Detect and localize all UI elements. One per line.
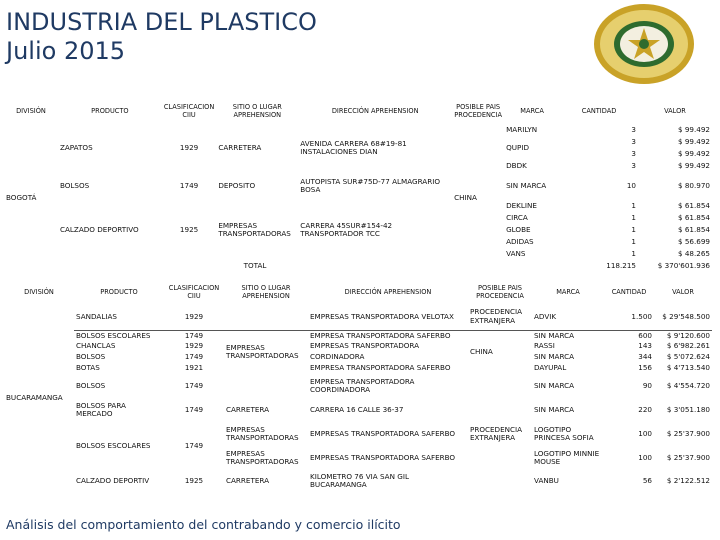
quantity-cell: 156 xyxy=(638,363,652,373)
quantity-cell: 1 xyxy=(631,236,636,246)
address-cell: AVENIDA CARRERA 68#19-81 INSTALACIONES DIAN xyxy=(300,138,407,156)
police-seal-emblem xyxy=(592,2,696,86)
brand-cell: SIN MARCA xyxy=(534,380,575,390)
table-row xyxy=(4,200,712,212)
ciiu-cell: 1749 xyxy=(179,180,199,190)
quantity-cell: 344 xyxy=(638,352,652,362)
product-cell: BOLSOS PARA MERCADO xyxy=(76,400,126,418)
table-row xyxy=(4,304,712,330)
brand-cell: SIN MARCA xyxy=(506,180,547,190)
value-cell: $ 80.970 xyxy=(677,180,710,190)
brand-cell: LOGOTIPO MINNIE MOUSE xyxy=(534,448,600,466)
ciiu-cell: 1929 xyxy=(184,311,204,321)
value-cell: $ 2'122.512 xyxy=(666,475,710,485)
address-cell: EMPRESA TRANSPORTADORA SAFERBO xyxy=(310,330,451,340)
quantity-cell: 3 xyxy=(631,136,636,146)
address-cell: EMPRESA TRANSPORTADORA COORDINADORA xyxy=(310,376,415,394)
quantity-cell: 3 xyxy=(631,148,636,158)
ciiu-cell: 1929 xyxy=(184,341,204,351)
table-row xyxy=(4,374,712,398)
value-cell: $ 99.492 xyxy=(677,136,710,146)
value-cell: $ 99.492 xyxy=(677,148,710,158)
address-cell: CARRERA 16 CALLE 36-37 xyxy=(310,404,404,414)
col-header-pais: POSIBLE PAIS PROCEDENCIA xyxy=(476,284,524,300)
brand-cell: SIN MARCA xyxy=(534,404,575,414)
value-cell: $ 3'051.180 xyxy=(666,404,710,414)
title-line-1: INDUSTRIA DEL PLASTICO xyxy=(6,8,317,36)
quantity-cell: 100 xyxy=(638,428,652,438)
division-cell: BUCARAMANGA xyxy=(6,392,63,402)
product-cell: ZAPATOS xyxy=(59,142,93,152)
ciiu-cell: 1749 xyxy=(184,440,204,450)
value-cell: $ 6'982.261 xyxy=(666,341,710,351)
value-cell: $ 25'37.900 xyxy=(666,452,710,462)
site-cell: EMPRESAS TRANSPORTADORAS xyxy=(226,448,299,466)
value-cell: $ 48.265 xyxy=(677,248,710,258)
quantity-cell: 10 xyxy=(626,180,636,190)
quantity-cell: 1 xyxy=(631,248,636,258)
ciiu-cell: 1749 xyxy=(184,404,204,414)
address-cell: EMPRESA TRANSPORTADORA SAFERBO xyxy=(310,363,451,373)
col-header-division: DIVISIÓN xyxy=(24,288,54,297)
brand-cell: SIN MARCA xyxy=(534,330,575,340)
value-cell: $ 99.492 xyxy=(677,124,710,134)
col-header-cantidad: CANTIDAD xyxy=(611,288,647,297)
brand-cell: ADIDAS xyxy=(506,236,534,246)
col-header-marca: MARCA xyxy=(520,107,544,116)
brand-cell: VANBU xyxy=(534,475,559,485)
quantity-cell: 1.500 xyxy=(631,311,652,321)
site-cell: EMPRESAS TRANSPORTADORAS xyxy=(218,220,291,238)
table-row xyxy=(4,341,712,352)
ciiu-cell: 1925 xyxy=(179,224,199,234)
ciiu-cell: 1749 xyxy=(184,330,204,340)
col-header-ciiu: CLASIFICACION CIIU xyxy=(163,103,215,119)
brand-cell: DEKLINE xyxy=(506,200,537,210)
col-header-sitio: SITIO O LUGAR APREHENSION xyxy=(241,284,291,300)
total-value: $ 370'601.936 xyxy=(657,260,710,270)
product-cell: CHANCLAS xyxy=(76,341,116,351)
address-cell: EMPRESAS TRANSPORTADORA SAFERBO xyxy=(310,452,456,462)
page-title xyxy=(6,8,317,66)
table-row xyxy=(4,330,712,341)
product-cell: BOTAS xyxy=(76,363,100,373)
col-header-valor: VALOR xyxy=(672,288,694,297)
col-header-producto: PRODUCTO xyxy=(91,107,129,116)
quantity-cell: 3 xyxy=(631,124,636,134)
table-row xyxy=(4,172,712,200)
address-cell: AUTOPISTA SUR#75D-77 ALMAGRARIO BOSA xyxy=(300,176,440,194)
site-cell: DEPOSITO xyxy=(218,180,256,190)
quantity-cell: 56 xyxy=(642,475,652,485)
col-header-direccion: DIRECCIÓN APREHENSION xyxy=(331,107,419,116)
value-cell: $ 29'548.500 xyxy=(662,311,710,321)
col-header-direccion: DIRECCIÓN APREHENSION xyxy=(344,288,432,297)
brand-cell: RASSI xyxy=(534,341,555,351)
product-cell: BOLSOS ESCOLARES xyxy=(76,440,151,450)
address-cell: CORDINADORA xyxy=(310,352,365,362)
table-row xyxy=(4,470,712,492)
quantity-cell: 90 xyxy=(642,380,652,390)
col-header-ciiu: CLASIFICACION CIIU xyxy=(168,284,220,300)
brand-cell: VANS xyxy=(506,248,526,258)
ciiu-cell: 1749 xyxy=(184,352,204,362)
site-cell: CARRETERA xyxy=(226,475,270,485)
table-row xyxy=(4,422,712,446)
value-cell: $ 9'120.600 xyxy=(666,330,710,340)
brand-cell: GLOBE xyxy=(506,224,531,234)
table-row xyxy=(4,398,712,422)
table-row xyxy=(4,124,712,136)
country-cell: PROCEDENCIA EXTRANJERA xyxy=(470,424,523,442)
product-cell: BOLSOS xyxy=(59,180,90,190)
quantity-cell: 220 xyxy=(638,404,652,414)
ciiu-cell: 1925 xyxy=(184,475,204,485)
quantity-cell: 600 xyxy=(638,330,652,340)
product-cell: SANDALIAS xyxy=(76,311,117,321)
col-header-division: DIVISIÓN xyxy=(16,107,46,116)
division-cell: BOGOTÁ xyxy=(6,192,37,202)
brand-cell: LOGOTIPO PRINCESA SOFIA xyxy=(534,424,594,442)
address-cell: CARRERA 45SUR#154-42 TRANSPORTADOR TCC xyxy=(300,220,393,238)
brand-cell: ADVIK xyxy=(534,311,557,321)
quantity-cell: 100 xyxy=(638,452,652,462)
site-cell: EMPRESAS TRANSPORTADORAS xyxy=(226,424,299,442)
quantity-cell: 1 xyxy=(631,212,636,222)
value-cell: $ 5'072.624 xyxy=(666,352,710,362)
product-cell: CALZADO DEPORTIVO xyxy=(59,224,139,234)
total-label: TOTAL xyxy=(243,260,267,270)
quantity-cell: 1 xyxy=(631,200,636,210)
value-cell: $ 25'37.900 xyxy=(666,428,710,438)
quantity-cell: 1 xyxy=(631,224,636,234)
brand-cell: DAYUPAL xyxy=(534,363,567,373)
value-cell: $ 61.854 xyxy=(677,200,710,210)
site-cell: CARRETERA xyxy=(226,404,270,414)
quantity-cell: 3 xyxy=(631,160,636,170)
total-quantity: 118.215 xyxy=(606,260,636,270)
value-cell: $ 4'554.720 xyxy=(666,380,710,390)
address-cell: EMPRESAS TRANSPORTADORA xyxy=(310,341,420,351)
brand-cell: CIRCA xyxy=(506,212,528,222)
value-cell: $ 4'713.540 xyxy=(666,363,710,373)
country-cell: CHINA xyxy=(454,192,477,202)
value-cell: $ 61.854 xyxy=(677,224,710,234)
value-cell: $ 56.699 xyxy=(677,236,710,246)
col-header-cantidad: CANTIDAD xyxy=(581,107,617,116)
address-cell: EMPRESAS TRANSPORTADORA VELOTAX xyxy=(310,311,454,321)
value-cell: $ 61.854 xyxy=(677,212,710,222)
brand-cell: DBDK xyxy=(506,160,527,170)
ciiu-cell: 1921 xyxy=(184,363,204,373)
site-cell: EMPRESAS TRANSPORTADORAS xyxy=(226,342,299,361)
col-header-producto: PRODUCTO xyxy=(100,288,138,297)
brand-cell: SIN MARCA xyxy=(534,352,575,362)
product-cell: BOLSOS ESCOLARES xyxy=(76,330,151,340)
value-cell: $ 99.492 xyxy=(677,160,710,170)
country-cell: CHINA xyxy=(470,347,493,357)
total-row xyxy=(4,260,712,272)
address-cell: EMPRESAS TRANSPORTADORA SAFERBO xyxy=(310,428,456,438)
brand-cell: QUPID xyxy=(506,142,530,152)
table-header-row xyxy=(4,282,712,304)
site-cell: CARRETERA xyxy=(218,142,262,152)
title-line-2: Julio 2015 xyxy=(6,37,126,65)
ciiu-cell: 1929 xyxy=(179,142,199,152)
ciiu-cell: 1749 xyxy=(184,380,204,390)
product-cell: BOLSOS xyxy=(76,352,106,362)
col-header-sitio: SITIO O LUGAR APREHENSION xyxy=(232,103,282,119)
seizures-table-bogota xyxy=(4,100,712,272)
address-cell: KILOMETRO 76 VIA SAN GIL BUCARAMANGA xyxy=(310,471,409,489)
country-cell: PROCEDENCIA EXTRANJERA xyxy=(470,307,523,325)
col-header-marca: MARCA xyxy=(556,288,580,297)
col-header-pais: POSIBLE PAIS PROCEDENCIA xyxy=(454,103,502,119)
table-row xyxy=(4,363,712,374)
quantity-cell: 143 xyxy=(638,341,652,351)
product-cell: CALZADO DEPORTIV xyxy=(76,475,150,485)
product-cell: BOLSOS xyxy=(76,380,106,390)
brand-cell: MARILYN xyxy=(506,124,538,134)
table-row xyxy=(4,352,712,363)
col-header-valor: VALOR xyxy=(664,107,686,116)
footer-caption: Análisis del comportamiento del contrabando y comercio ilícito xyxy=(6,517,401,532)
seizures-table-bucaramanga xyxy=(4,282,712,492)
table-header-row xyxy=(4,100,712,124)
